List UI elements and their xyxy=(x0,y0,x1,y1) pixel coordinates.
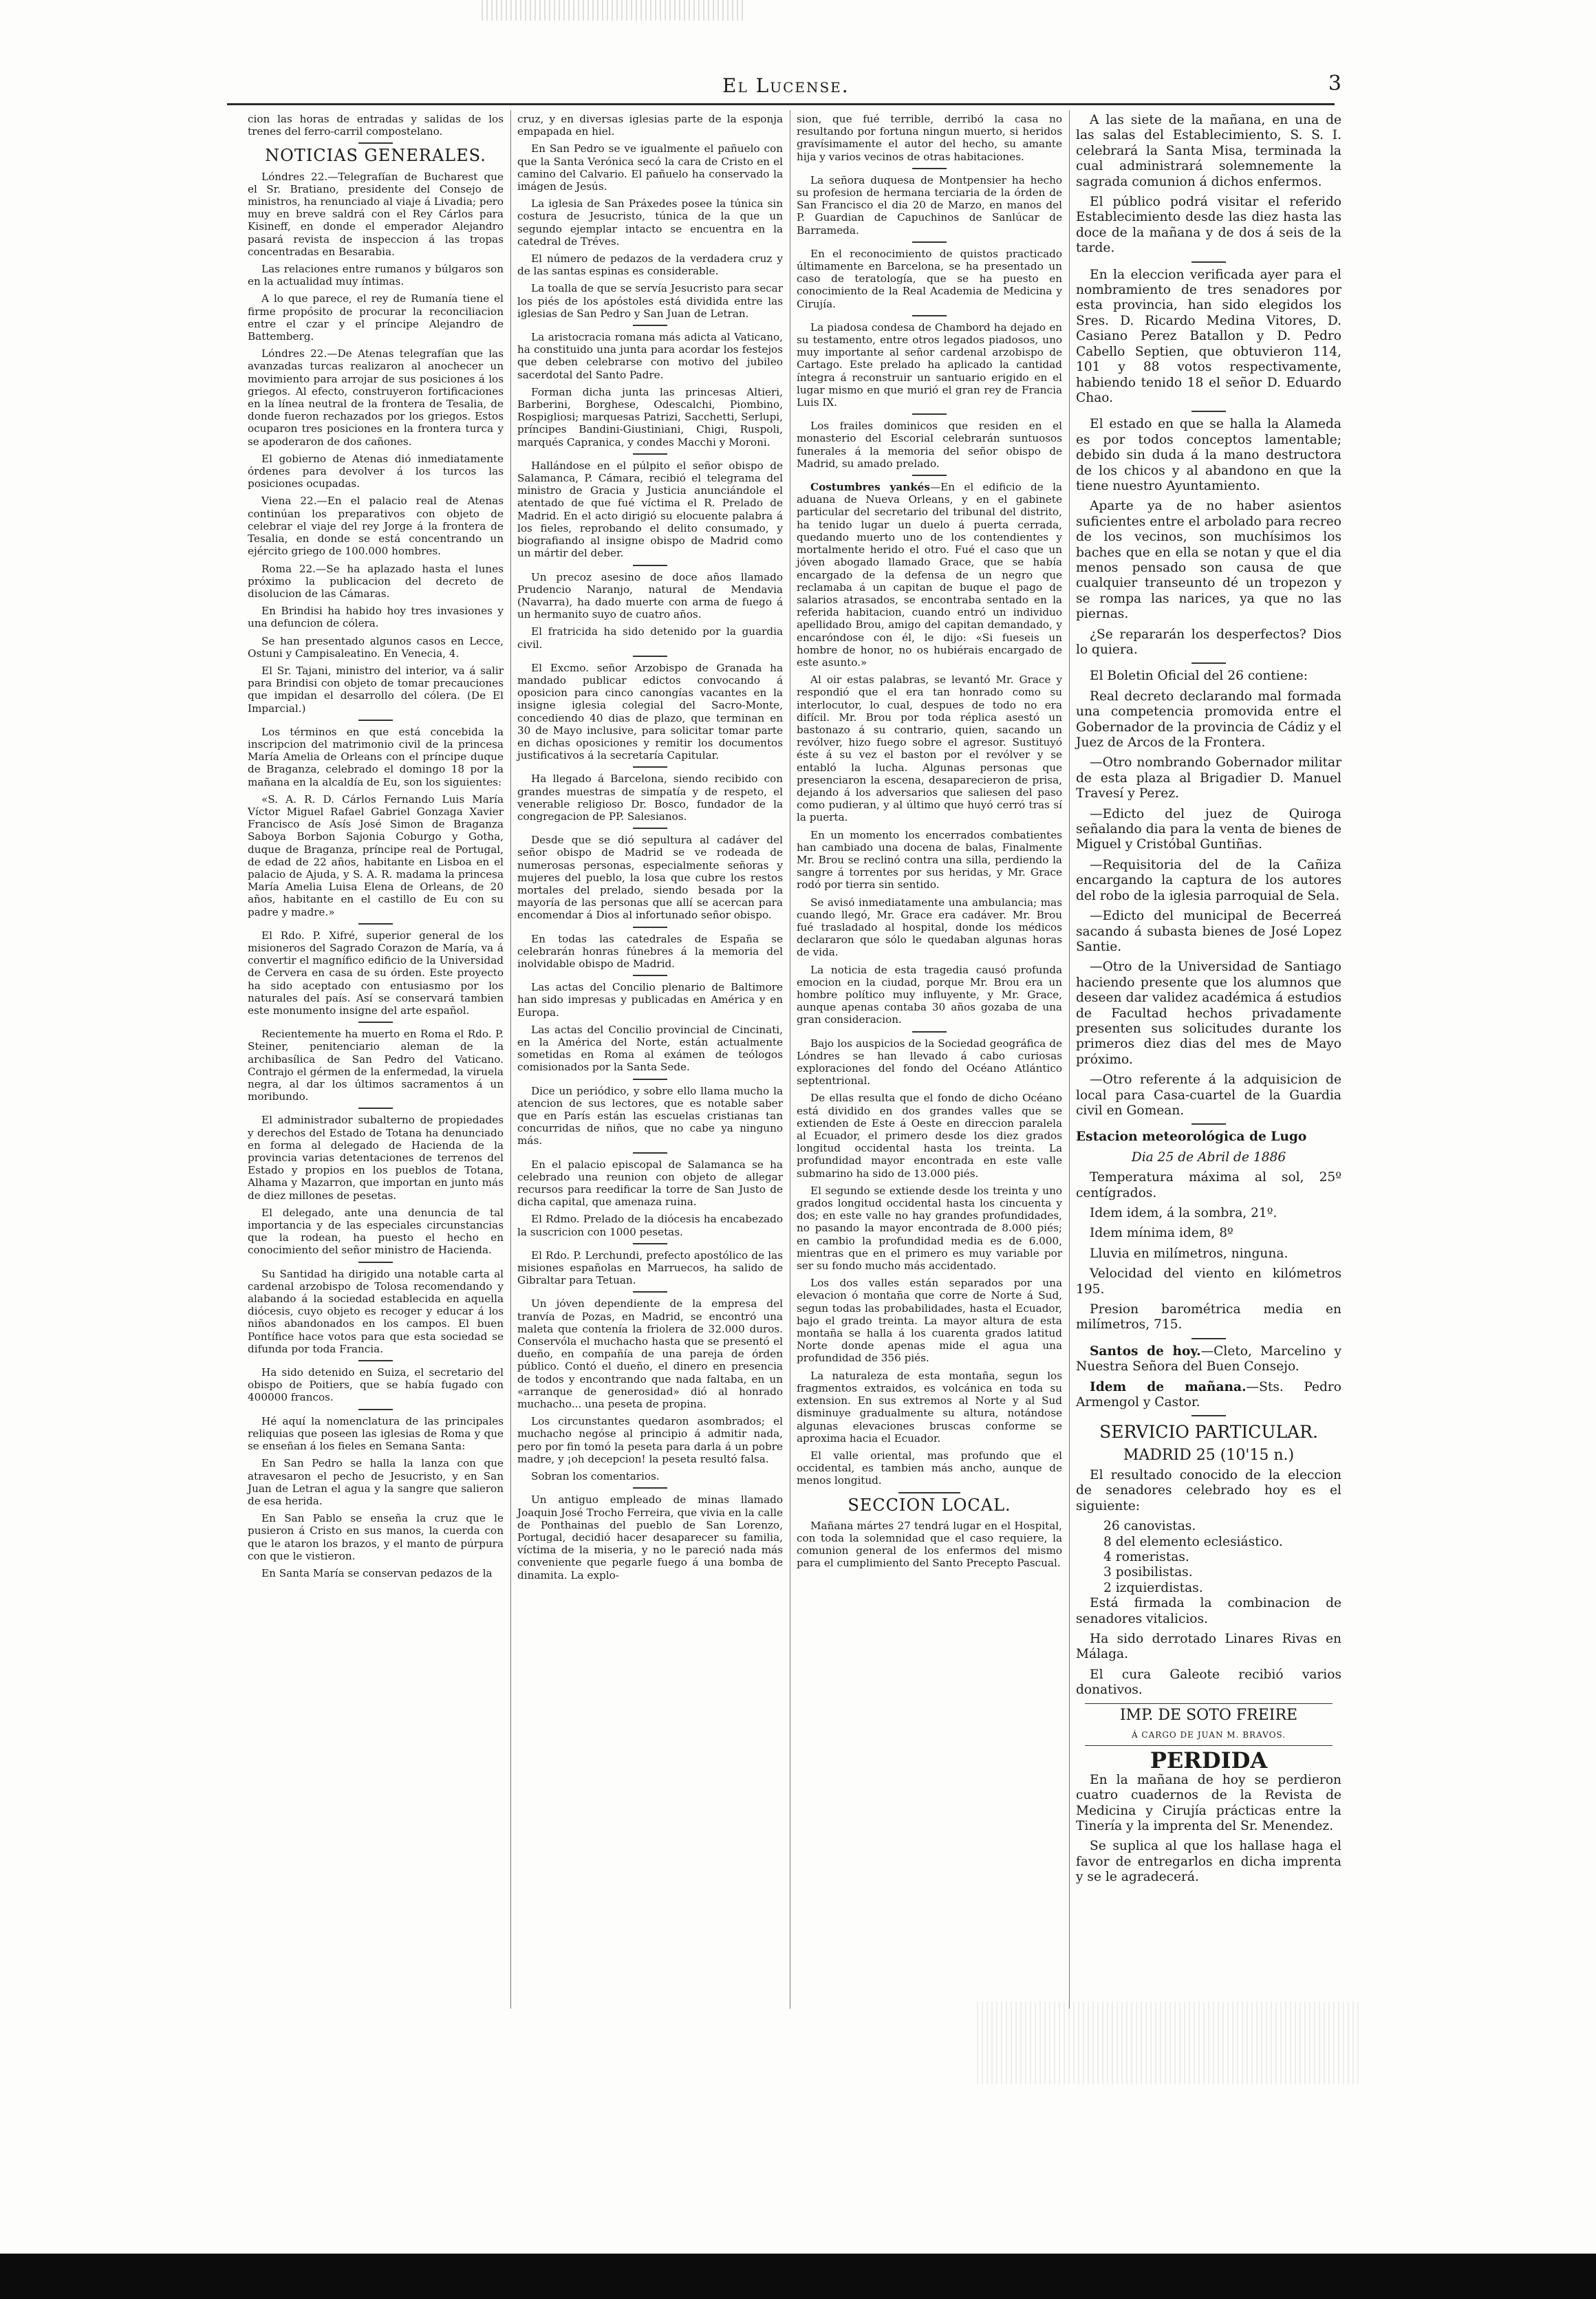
paragraph-text: El delegado, ante una denuncia de tal importancia y de las especiales circunstancias que la rodean, ha puesto el hecho en conocimiento del señor ministro de Hacienda. xyxy=(248,1206,504,1257)
article-paragraph xyxy=(517,571,783,621)
paragraph-text: Los dos valles están separados por una elevacion ó montaña que corre de Norte á Sud, segun todas las probabilidades, hasta el Ecuador, bajo el grado treinta. La mayor altura de esta montaña se halla á los cuarenta grados latitud Norte donde apenas mide el agua una profundidad de 356 piés. xyxy=(797,1277,1062,1365)
article-paragraph xyxy=(248,113,504,138)
section-heading xyxy=(1076,1422,1341,1443)
article-paragraph xyxy=(517,142,783,193)
article-paragraph xyxy=(797,1037,1062,1088)
separator-rule xyxy=(633,1079,667,1080)
separator-rule xyxy=(1085,1745,1333,1746)
article-paragraph xyxy=(248,1512,504,1562)
article-paragraph xyxy=(1076,960,1341,1068)
article-paragraph xyxy=(1076,195,1341,257)
article-paragraph xyxy=(1076,1150,1341,1165)
article-paragraph xyxy=(517,1297,783,1410)
paragraph-text: PERDIDA xyxy=(1150,1747,1268,1774)
article-paragraph xyxy=(517,1493,783,1581)
paragraph-text: —Otro de la Universidad de Santiago haciendo presente que los alumnos que deseen dar validez académica á estudios de Facultad hechos privadamente presenten sus solicitudes durante los primeros diez dias del mes de Mayo próximo. xyxy=(1076,960,1341,1067)
article-paragraph xyxy=(1076,858,1341,904)
article-paragraph xyxy=(517,625,783,650)
imprint-note xyxy=(1076,1727,1341,1742)
article-paragraph xyxy=(1076,1773,1341,1835)
separator-rule xyxy=(633,1487,667,1489)
paragraph-text: La naturaleza de esta montaña, segun los fragmentos extraidos, es volcánica en toda su extension. En sus extremos al Norte y al Sud disminuye gradualmente su altura, notándose algunas elevaciones bruscas conforme se aproxima hacia el Ecuador. xyxy=(797,1369,1062,1445)
paragraph-text: La toalla de que se servía Jesucristo para secar los piés de los apóstoles está dividida entre las iglesias de San Pedro y San Juan de Letran. xyxy=(517,282,783,320)
article-paragraph xyxy=(517,1024,783,1074)
paragraph-text: IMP. DE SOTO FREIRE xyxy=(1119,1706,1298,1724)
article-paragraph xyxy=(1076,1344,1341,1375)
article-paragraph xyxy=(517,1470,783,1482)
paragraph-text: Se suplica al que los hallase haga el favor de entregarlos en dicha imprenta y se le agradecerá. xyxy=(1076,1839,1341,1885)
paragraph-text: En San Pedro se halla la lanza con que atravesaron el pecho de Jesucristo, y en San Juan de Letran el agua y la sangre que salieron de esa herida. xyxy=(248,1457,504,1507)
separator-rule xyxy=(1191,411,1226,412)
article-paragraph xyxy=(248,1366,504,1404)
paragraph-text: SECCION LOCAL. xyxy=(848,1495,1011,1515)
article-paragraph xyxy=(248,929,504,1017)
paragraph-text: Hallándose en el púlpito el señor obispo de Salamanca, P. Cámara, recibió el telegrama del ministro de Gracia y Justicia anunciándole el atentado de que fué víctima el R. Prelado de Madrid. En el acto dirigió su elocuente palabra á los fieles, reprobando el delito consumado, y biografiando al insigne obispo de Madrid como un mártir del deber. xyxy=(517,459,783,560)
paragraph-text: La señora duquesa de Montpensier ha hecho su profesion de hermana terciaria de la órden de San Francisco el dia 20 de Marzo, en manos del P. Guardian de Capuchinos de Sanlúcar de Barrameda. xyxy=(797,173,1062,237)
paragraph-text: Lóndres 22.—Telegrafían de Bucharest que el Sr. Bratiano, presidente del Consejo de ministros, ha renunciado al viaje á Livadia; pero muy en breve saldrá con el Rey Cárlos para Kisineff, en donde el emperador Alejandro pasará revista de inspeccion á las tropas concentradas en Besarabia. xyxy=(248,170,504,258)
article-paragraph xyxy=(1076,909,1341,955)
paragraph-text: El público podrá visitar el referido Establecimiento desde las diez hasta las doce de la mañana y de dos á seis de la tarde. xyxy=(1076,195,1341,256)
paragraph-text: El resultado conocido de la eleccion de senadores celebrado hoy es el siguiente: xyxy=(1076,1467,1341,1513)
article-paragraph xyxy=(517,773,783,823)
article-paragraph xyxy=(797,1185,1062,1272)
column-2 xyxy=(517,113,783,1586)
article-paragraph xyxy=(248,453,504,490)
paragraph-text: Recientemente ha muerto en Roma el Rdo. P. Steiner, penitenciario aleman de la archibasílica de San Pedro del Vaticano. Contrajo el gérmen de la enfermedad, la viruela negra, al dar los últimos sacramentos á un moribundo. xyxy=(248,1028,504,1103)
article-paragraph xyxy=(1076,1246,1341,1262)
paragraph-text: Idem mínima idem, 8º xyxy=(1090,1226,1233,1241)
paragraph-text: Aparte ya de no haber asientos suficientes entre el arbolado para recreo de los vecinos, son muchísimos los baches que en ella se notan y que el dia menos pensado son causa de que cualquier transeunto dé un tropezon y se rompa las narices, ya que no las piernas. xyxy=(1076,499,1341,622)
paragraph-lead: Idem de mañana. xyxy=(1090,1379,1247,1394)
article-paragraph xyxy=(1076,1596,1341,1627)
paragraph-text: Las actas del Concilio plenario de Baltimore han sido impresas y publicadas en América y en Europa. xyxy=(517,981,783,1019)
list-item xyxy=(1076,1535,1341,1550)
separator-rule xyxy=(358,1262,393,1263)
separator-rule xyxy=(1191,261,1226,263)
paragraph-text: Idem idem, á la sombra, 21º. xyxy=(1090,1206,1277,1220)
separator-rule xyxy=(1191,1338,1226,1339)
separator-rule xyxy=(912,315,947,316)
article-paragraph xyxy=(248,1457,504,1507)
scan-noise-mid xyxy=(977,2002,1362,2084)
article-paragraph xyxy=(248,347,504,448)
paragraph-text: —Cleto, Marcelino y Nuestra Señora del Buen Consejo. xyxy=(1076,1343,1341,1374)
article-paragraph xyxy=(797,321,1062,409)
article-paragraph xyxy=(797,964,1062,1026)
paragraph-text: —Edicto del municipal de Becerreá sacando á subasta bienes de José Lopez Santie. xyxy=(1076,909,1341,954)
paragraph-text: La piadosa condesa de Chambord ha dejado en su testamento, entre otros legados piadosos, uno muy importante al señor cardenal arzobispo de Cartago. Este prelado ha aplicado la cantidad íntegra á reconstruir un santuario erigido en el lugar mismo en que murió el gran rey de Francia Luis IX. xyxy=(797,321,1062,409)
article-paragraph xyxy=(248,726,504,788)
article-paragraph xyxy=(517,662,783,762)
paragraph-text: Se avisó inmediatamente una ambulancia; mas cuando llegó, Mr. Grace era cadáver. Mr. Brou fué trasladado al hospital, donde los médicos declararon que sólo le quedaban algunas horas de vida. xyxy=(797,896,1062,959)
separator-rule xyxy=(633,927,667,928)
article-paragraph xyxy=(1076,627,1341,658)
article-paragraph xyxy=(517,1249,783,1287)
paragraph-text: 4 romeristas. xyxy=(1103,1549,1189,1564)
paragraph-text: En Brindisi ha habido hoy tres invasiones y una defuncion de cólera. xyxy=(248,605,504,630)
paragraph-text: A las siete de la mañana, en una de las salas del Establecimiento, S. S. I. celebrará la Santa Misa, terminada la cual administrará solemnemente la sagrada comunion á dichos enfermos. xyxy=(1076,113,1341,189)
separator-rule xyxy=(633,565,667,566)
article-paragraph xyxy=(1076,689,1341,751)
paragraph-lead: Costumbres yankés xyxy=(810,481,930,494)
article-paragraph xyxy=(1076,1839,1341,1885)
paragraph-text: Su Santidad ha dirigido una notable carta al cardenal arzobispo de Tolosa recomendando y alabando á la sociedad establecida en aquella diócesis, cuyo objeto es recoger y educar á los niños abandonados en los campos. El buen Pontífice hace votos para que esta sociedad se difunda por toda Francia. xyxy=(248,1267,504,1355)
paragraph-text: De ellas resulta que el fondo de dicho Océano está dividido en dos grandes valles que se extienden de Este á Oeste en direccion paralela al Ecuador, el primero desde los diez grados longitud occidental hasta los treinta. La profundidad mayor encontrada en este valle submarino ha sido de 13.000 piés. xyxy=(797,1092,1062,1180)
separator-rule xyxy=(358,1022,393,1023)
paragraph-text: El Excmo. señor Arzobispo de Granada ha mandado publicar edictos convocando á oposicion para cinco canongías vacantes en la insigne iglesia colegial del Sacro-Monte, concediendo 40 dias de plazo, que terminan en 30 de Mayo inclusive, para solicitar tomar parte en dichas oposiciones y remitir los documentos justificativos á la secretaría Capitular. xyxy=(517,661,783,762)
paragraph-text: «S. A. R. D. Cárlos Fernando Luis María Víctor Miguel Rafael Gabriel Gonzaga Xavier Francisco de Asís José Simon de Braganza Saboya Borbon Sajonia Coburgo y Gotha, duque de Braganza, príncipe real de Portugal, de edad de 22 años, habitante en Lisboa en el palacio de Ajuda, y S. A. R. madama la princesa María Amelia Luisa Elena de Orleans, de 20 años, habitante en el castillo de Eu con su padre y madre.» xyxy=(248,792,504,918)
paragraph-text: El número de pedazos de la verdadera cruz y de las santas espinas es considerable. xyxy=(517,252,783,278)
separator-rule xyxy=(633,453,667,455)
paragraph-text: El segundo se extiende desde los treinta y uno grados longitud occidental hasta los cincuenta y dos; en este valle no hay grandes profundidades, no pasando la mayor encontrada de 8.000 piés; en cambio la profundidad media es de 6.000, mientras que en el primero es muy variable por ser su fondo mucho más accidentado. xyxy=(797,1184,1062,1273)
paragraph-text: Los términos en que está concebida la inscripcion del matrimonio civil de la princesa María Amelia de Orleans con el príncipe duque de Braganza, celebrado el domingo 18 por la mañana en la alcaldía de Eu, son los siguientes: xyxy=(248,725,504,788)
article-paragraph xyxy=(797,248,1062,310)
paragraph-text: —Otro nombrando Gobernador militar de esta plaza al Brigadier D. Manuel Travesí y Perez. xyxy=(1076,755,1341,801)
paragraph-text: Mañana mártes 27 tendrá lugar en el Hospital, con toda la solemnidad que el caso requiere, la comunion general de los enfermos del mismo para el cumplimiento del Santo Precepto Pascual. xyxy=(797,1519,1062,1570)
separator-rule xyxy=(898,1492,960,1493)
paragraph-text: El Boletin Oficial del 26 contiene: xyxy=(1090,669,1308,684)
article-paragraph xyxy=(1076,1468,1341,1514)
article-paragraph xyxy=(248,1207,504,1257)
dateline xyxy=(1076,1448,1341,1463)
article-paragraph xyxy=(248,1415,504,1453)
paragraph-text: Á CARGO DE JUAN M. BRAVOS. xyxy=(1131,1729,1286,1740)
paragraph-text: Los circunstantes quedaron asombrados; el muchacho negóse al principio á admitir nada, pero por fin tomó la peseta para darla á un pobre madre, y ¡oh decepcion! la peseta resultó falsa. xyxy=(517,1415,783,1465)
article-paragraph xyxy=(517,460,783,560)
paragraph-text: Ha llegado á Barcelona, siendo recibido con grandes muestras de simpatía y de respeto, el venerable religioso Dr. Bosco, fundador de la congregacion de PP. Salesianos. xyxy=(517,773,783,823)
article-paragraph xyxy=(797,1520,1062,1570)
paragraph-text: El fratricida ha sido detenido por la guardia civil. xyxy=(517,625,783,651)
article-paragraph xyxy=(797,1370,1062,1445)
article-paragraph xyxy=(1076,113,1341,190)
article-paragraph xyxy=(797,1277,1062,1364)
list-item xyxy=(1076,1581,1341,1596)
article-paragraph xyxy=(517,331,783,381)
paragraph-text: Se han presentado algunos casos en Lecce, Ostuni y Campisaleatino. En Venecia, 4. xyxy=(248,634,504,660)
article-paragraph xyxy=(517,1213,783,1238)
article-paragraph xyxy=(1076,1072,1341,1119)
list-item xyxy=(1076,1565,1341,1580)
article-paragraph xyxy=(248,171,504,258)
paragraph-text: cruz, y en diversas iglesias parte de la esponja empapada en hiel. xyxy=(517,113,783,138)
article-paragraph xyxy=(797,113,1062,163)
paragraph-text: Ha sido derrotado Linares Rivas en Málaga. xyxy=(1076,1631,1341,1662)
paragraph-text: —En el edificio de la aduana de Nueva Orleans, y en el gabinete particular del secretario del tribunal del distrito, ha tenido lugar un duelo á puerta cerrada, quedando muerto uno de los contendientes y mortalmente herido el otro. Fué el caso que un jóven abogado llamado Grace, que se había encargado de la defensa de un negro que reclamaba á un capitan de buque el pago de salarios atrasados, se encontraba sentado en la referida habitacion, cuando entró un individuo apellidado Brou, amigo del capitan demandado, y encaróndose con él, le dijo: «Si fueseis un hombre de honor, no os hubiérais encargado de este asunto.» xyxy=(797,481,1062,669)
paragraph-text: A lo que parece, el rey de Rumanía tiene el firme propósito de procurar la reconciliacion entre el czar y el príncipe Alejandro de Battemberg. xyxy=(248,292,504,343)
list-item xyxy=(1076,1550,1341,1565)
paragraph-text: Viena 22.—En el palacio real de Atenas continúan los preparativos con objeto de celebrar el viaje del rey Jorge á la frontera de Tesalia, en donde se está concentrando un ejército griego de 100.000 hombres. xyxy=(248,495,504,558)
column-3 xyxy=(797,113,1062,1575)
paragraph-text: Un jóven dependiente de la empresa del tranvía de Pozas, en Madrid, se encontró una maleta que contenía la friolera de 32.000 duros. Conservóla el muchacho hasta que se presentó el dueño, en compañía de una pareja de órden público. Contó el dueño, el dinero en presencia de todos y encontrando que nada faltaba, en un «arranque de generosidad» dió al honrado muchacho... una peseta de propina. xyxy=(517,1297,783,1411)
article-paragraph xyxy=(797,1092,1062,1179)
column-4 xyxy=(1076,113,1341,1890)
article-paragraph xyxy=(1076,1170,1341,1201)
separator-rule xyxy=(633,1152,667,1154)
column-1 xyxy=(248,113,504,1584)
separator-rule xyxy=(1191,662,1226,664)
paragraph-text: NOTICIAS GENERALES. xyxy=(265,146,486,166)
separator-rule xyxy=(1191,1123,1226,1125)
paragraph-text: En San Pedro se ve igualmente el pañuelo con que la Santa Verónica secó la cara de Cristo en el camino del Calvario. El pañuelo ha conservado la imágen de Jesús. xyxy=(517,142,783,193)
separator-rule xyxy=(633,1243,667,1244)
article-paragraph xyxy=(517,981,783,1019)
article-paragraph xyxy=(517,1415,783,1465)
paragraph-text: 3 posibilistas. xyxy=(1103,1565,1193,1580)
article-paragraph xyxy=(517,834,783,921)
article-paragraph xyxy=(1076,669,1341,684)
paragraph-text: En la mañana de hoy se perdieron cuatro cuadernos de la Revista de Medicina y Cirujía prácticas entre la Tinería y la imprenta del Sr. Menendez. xyxy=(1076,1772,1341,1833)
column-rule-1 xyxy=(510,110,511,2009)
paragraph-text: Al oir estas palabras, se levantó Mr. Grace y respondió que el era tan honrado como su interlocutor, lo cual, despues de todo no era difícil. Mr. Brou por toda réplica asestó un bastonazo á su contrario, quien, sacando un revólver, hizo fuego sobre el agresor. Sustituyó éste á su vez el baston por el revólver y se entabló la lucha. Algunas personas que presenciaron la escena, desaparecieron de prisa, dejando á los adversarios que saliesen del paso como pudieran, y al último que huyó cerró tras sí la puerta. xyxy=(797,673,1062,824)
article-paragraph xyxy=(248,495,504,557)
article-paragraph xyxy=(1076,1302,1341,1333)
paragraph-text: En San Pablo se enseña la cruz que le pusieron á Cristo en sus manos, la cuerda con que le ataron los brazos, y el manto de púrpura con que le vistieron. xyxy=(248,1512,504,1562)
paragraph-text: El administrador subalterno de propiedades y derechos del Estado de Totana ha denunciado en forma al delegado de Hacienda de la provincia varias detentaciones de terrenos del Estado y propios en los pueblos de Totana, Alhama y Mazarron, que importan en junto más de diez millones de pesetas. xyxy=(248,1114,504,1202)
paragraph-text: Roma 22.—Se ha aplazado hasta el lunes próximo la publicacion del decreto de disolucion de las Cámaras. xyxy=(248,562,504,600)
separator-rule xyxy=(633,828,667,829)
paragraph-text: 26 canovistas. xyxy=(1103,1519,1196,1534)
article-paragraph xyxy=(248,1114,504,1201)
article-paragraph xyxy=(248,263,504,288)
paragraph-text: En un momento los encerrados combatientes han cambiado una docena de balas, Finalmente Mr. Brou se reclinó contra una silla, perdiendo la sangre á torrentes por sus heridas, y Mr. Grace rodó por tierra sin sentido. xyxy=(797,828,1062,892)
separator-rule xyxy=(1085,1703,1333,1704)
section-heading xyxy=(248,146,504,166)
paragraph-text: Lluvia en milímetros, ninguna. xyxy=(1090,1246,1288,1261)
paragraph-text: La noticia de esta tragedia causó profunda emocion en la ciudad, porque Mr. Brou era un hombre político muy influyente, y Mr. Grace, aunque apenas contaba 30 años gozaba de una gran consideracion. xyxy=(797,963,1062,1026)
dateline xyxy=(1076,1708,1341,1723)
article-paragraph xyxy=(1076,499,1341,622)
list-item xyxy=(1076,1519,1341,1534)
paragraph-text: Bajo los auspicios de la Sociedad geográfica de Lóndres se han llevado á cabo curiosas exploraciones del fondo del Océano Atlántico septentrional. xyxy=(797,1037,1062,1088)
header-rule xyxy=(227,103,1335,105)
paragraph-text: Dice un periódico, y sobre ello llama mucho la atencion de sus lectores, que es notable saber que en París están las escuelas cristianas tan concurridas de niños, que no cabe ya ninguno más. xyxy=(517,1084,783,1147)
article-paragraph xyxy=(517,1158,783,1209)
article-paragraph xyxy=(1076,1632,1341,1663)
paragraph-text: 8 del elemento eclesiástico. xyxy=(1103,1534,1283,1549)
article-paragraph xyxy=(1076,807,1341,853)
article-paragraph xyxy=(248,563,504,601)
paragraph-text: cion las horas de entradas y salidas de los trenes del ferro-carril compostelano. xyxy=(248,113,504,138)
separator-rule xyxy=(358,720,393,721)
paragraph-text: 2 izquierdistas. xyxy=(1103,1580,1203,1595)
article-paragraph xyxy=(797,829,1062,892)
paragraph-text: El Rdo. P. Lerchundi, prefecto apostólico de las misiones españolas en Marruecos, ha salido de Gibraltar para Tetuan. xyxy=(517,1249,783,1287)
paragraph-text: En todas las catedrales de España se celebrarán honras fúnebres á la memoria del inolvidable obispo de Madrid. xyxy=(517,932,783,970)
paragraph-text: Presion barométrica media en milímetros, 715. xyxy=(1076,1302,1341,1332)
paragraph-text: SERVICIO PARTICULAR. xyxy=(1099,1422,1318,1443)
paragraph-text: El cura Galeote recibió varios donativos. xyxy=(1076,1667,1341,1698)
article-paragraph xyxy=(517,197,783,248)
article-paragraph xyxy=(1076,417,1341,494)
article-paragraph xyxy=(517,282,783,320)
paragraph-text: —Sts. Pedro Armengol y Castor. xyxy=(1076,1379,1341,1410)
paragraph-text: MADRID 25 (10'15 n.) xyxy=(1123,1447,1295,1465)
page-number: 3 xyxy=(1328,72,1341,96)
separator-rule xyxy=(633,1291,667,1293)
paragraph-text: sion, que fué terrible, derribó la casa no resultando por fortuna ningun muerto, si heridos gravísimamente el autor del hecho, su amante hija y varios vecinos de otras habitaciones. xyxy=(797,113,1062,163)
column-rule-3 xyxy=(1069,110,1070,2009)
separator-rule xyxy=(358,923,393,925)
article-paragraph xyxy=(1076,1380,1341,1411)
article-paragraph xyxy=(1076,268,1341,407)
separator-rule xyxy=(358,1108,393,1109)
paragraph-text: —Edicto del juez de Quiroga señalando dia para la venta de bienes de Miguel y Cristóbal Guntiñas. xyxy=(1076,806,1341,852)
separator-rule xyxy=(358,142,393,144)
separator-rule xyxy=(912,168,947,169)
paragraph-text: La iglesia de San Práxedes posee la túnica sin costura de Jesucristo, túnica de la que un segundo ejemplar intacto se encuentra en la catedral de Tréves. xyxy=(517,197,783,248)
article-paragraph xyxy=(517,252,783,277)
article-paragraph xyxy=(248,635,504,660)
paragraph-text: Un antiguo empleado de minas llamado Joaquin José Trocho Ferreira, que vivia en la calle de Ponthainas del pueblo de San Lorenzo, Portugal, decidió hacer desaparecer su familia, víctima de la miseria, y no le pareció nada más conveniente que pegarle fuego á una bomba de dinamita. La explo- xyxy=(517,1493,783,1582)
notice-heading xyxy=(1076,1747,1341,1774)
paragraph-text: Las relaciones entre rumanos y búlgaros son en la actualidad muy íntimas. xyxy=(248,263,504,288)
article-paragraph xyxy=(517,1085,783,1147)
paragraph-text: Sobran los comentarios. xyxy=(531,1470,660,1483)
running-title: El Lucense. xyxy=(722,74,850,97)
paragraph-text: Forman dicha junta las princesas Altieri, Barberini, Borghese, Odescalchi, Piombino, Rospigliosi; marquesas Patrizi, Sacchetti, Serlupi, príncipes Bandini-Giustiniani, Chigi, Ruspoli, marqués Capranica, y condes Macchi y Moroni. xyxy=(517,385,783,449)
paragraph-text: Un precoz asesino de doce años llamado Prudencio Naranjo, natural de Mendavia (Navarra), ha dado muerte con arma de fuego á un hermanito suyo de cuatro años. xyxy=(517,570,783,621)
article-paragraph xyxy=(797,174,1062,237)
article-paragraph xyxy=(517,386,783,449)
separator-rule xyxy=(633,325,667,326)
article-paragraph xyxy=(1076,1667,1341,1698)
article-paragraph xyxy=(517,933,783,971)
paragraph-text: Dia 25 de Abril de 1886 xyxy=(1131,1150,1286,1165)
separator-rule xyxy=(358,1409,393,1410)
paragraph-text: Lóndres 22.—De Atenas telegrafían que las avanzadas turcas realizaron al anochecer un movimiento para arrojar de sus posiciones á los griegos. Al efecto, construyeron fortificaciones en la línea neutral de la frontera de Tesalia, de donde fueron rechazados por los griegos. Estos ocuparon tres posiciones en la frontera turca y se apoderaron de dos cañones. xyxy=(248,347,504,448)
paragraph-text: Velocidad del viento en kilómetros 195. xyxy=(1076,1266,1341,1297)
paragraph-lead: Santos de hoy. xyxy=(1090,1343,1201,1359)
paragraph-text: ¿Se repararán los desperfectos? Dios lo quiera. xyxy=(1076,627,1341,657)
article-paragraph xyxy=(797,1449,1062,1487)
separator-rule xyxy=(633,766,667,768)
paragraph-text: Hé aquí la nomenclatura de las principales reliquias que poseen las iglesias de Roma y que se enseñan á los fieles en Semana Santa: xyxy=(248,1414,504,1453)
paragraph-text: En el palacio episcopal de Salamanca se ha celebrado una reunion con objeto de allegar recursos para reedificar la torre de San Justo de dicha capital, que amenaza ruina. xyxy=(517,1158,783,1209)
paragraph-text: Los frailes dominicos que residen en el monasterio del Escorial celebrarán suntuosos funerales á la memoria del señor obispo de Madrid, su amado prelado. xyxy=(797,420,1062,470)
separator-rule xyxy=(633,656,667,657)
paragraph-lead: Estacion meteorológica de Lugo xyxy=(1076,1130,1307,1145)
article-paragraph xyxy=(797,420,1062,470)
article-paragraph xyxy=(1076,755,1341,801)
section-heading xyxy=(797,1495,1062,1515)
article-paragraph xyxy=(248,793,504,918)
paragraph-text: La aristocracia romana más adicta al Vaticano, ha constituido una junta para acordar los festejos que deben celebrarse con motivo del jubileo sacerdotal del Santo Padre. xyxy=(517,331,783,381)
article-paragraph xyxy=(248,1268,504,1355)
paragraph-text: En la eleccion verificada ayer para el nombramiento de tres senadores por esta provincia, han sido elegidos los Sres. D. Ricardo Medina Vitores, D. Casiano Perez Batallon y D. Pedro Cabello Septien, que obtuvieron 114, 101 y 88 votos respectivamente, habiendo tenido 18 el señor D. Eduardo Chao. xyxy=(1076,267,1341,405)
paragraph-text: El Rdmo. Prelado de la diócesis ha encabezado la suscricion con 1000 pesetas. xyxy=(517,1213,783,1238)
article-paragraph xyxy=(797,896,1062,959)
scan-noise-top xyxy=(482,0,743,21)
scan-bottom-band xyxy=(0,2254,1596,2299)
article-paragraph xyxy=(248,1028,504,1103)
article-paragraph xyxy=(1076,1266,1341,1297)
paragraph-text: Desde que se dió sepultura al cadáver del señor obispo de Madrid se ve rodeada de numerosas personas, especialmente señoras y mujeres del pueblo, la losa que cubre los restos mortales del prelado, siendo besada por la mayoría de las personas que allí se acercan para encomendar á Dios al infortunado señor obispo. xyxy=(517,834,783,922)
separator-rule xyxy=(358,1360,393,1361)
article-paragraph xyxy=(1076,1206,1341,1221)
article-paragraph xyxy=(797,673,1062,823)
separator-rule xyxy=(912,1031,947,1033)
article-paragraph xyxy=(248,605,504,629)
paragraph-text: Está firmada la combinacion de senadores vitalicios. xyxy=(1076,1596,1341,1626)
paragraph-text: El gobierno de Atenas dió inmediatamente órdenes para devolver á los turcos las posiciones ocupadas. xyxy=(248,452,504,490)
separator-rule xyxy=(633,975,667,976)
article-paragraph xyxy=(797,481,1062,669)
article-paragraph xyxy=(248,665,504,715)
paragraph-text: Temperatura máxima al sol, 25º centígrados. xyxy=(1076,1170,1341,1200)
separator-rule xyxy=(912,413,947,415)
separator-rule xyxy=(912,241,947,243)
page-header xyxy=(227,72,1341,102)
paragraph-text: —Otro referente á la adquisicion de local para Casa-cuartel de la Guardia civil en Gomean. xyxy=(1076,1072,1341,1118)
paragraph-text: El estado en que se halla la Alameda es por todos conceptos lamentable; debido sin duda á la mano destructora de los chicos y al abandono en que la tiene nuestro Ayuntamiento. xyxy=(1076,417,1341,493)
paragraph-text: En Santa María se conservan pedazos de la xyxy=(261,1566,493,1579)
paragraph-text: El Sr. Tajani, ministro del interior, va á salir para Brindisi con objeto de tomar precauciones que impidan el desarrollo del cólera. (De El Imparcial.) xyxy=(248,664,504,715)
paragraph-text: Real decreto declarando mal formada una competencia promovida entre el Gobernador de la provincia de Cádiz y el Juez de Arcos de la Frontera. xyxy=(1076,689,1341,751)
separator-rule xyxy=(1191,1415,1226,1416)
paragraph-text: El Rdo. P. Xifré, superior general de los misioneros del Sagrado Corazon de María, va á convertir el magnífico edificio de la Universidad de Cervera en casa de su órden. Este proyecto ha sido aceptado con entusiasmo por los naturales del país. Así se conservará tambien este monumento insigne del arte español. xyxy=(248,929,504,1017)
paragraph-text: Las actas del Concilio provincial de Cincinati, en la América del Norte, están actualmente sometidas en Roma al exámen de teólogos comisionados por la Santa Sede. xyxy=(517,1023,783,1074)
article-paragraph xyxy=(1076,1130,1341,1145)
separator-rule xyxy=(912,475,947,476)
article-paragraph xyxy=(517,113,783,138)
article-paragraph xyxy=(248,1567,504,1579)
paragraph-text: —Requisitoria del de la Cañiza encargando la captura de los autores del robo de la iglesia parroquial de Sela. xyxy=(1076,857,1341,903)
paragraph-text: En el reconocimiento de quistos practicado últimamente en Barcelona, se ha presentado un caso de teratología, que se ha puesto en conocimiento de la Real Academia de Medicina y Cirujía. xyxy=(797,247,1062,310)
article-paragraph xyxy=(1076,1226,1341,1241)
paragraph-text: Ha sido detenido en Suiza, el secretario del obispo de Poitiers, que se había fugado con 400000 francos. xyxy=(248,1366,504,1404)
paragraph-text: El valle oriental, mas profundo que el occidental, es tambien más ancho, aunque de menos longitud. xyxy=(797,1449,1062,1487)
article-paragraph xyxy=(248,292,504,343)
